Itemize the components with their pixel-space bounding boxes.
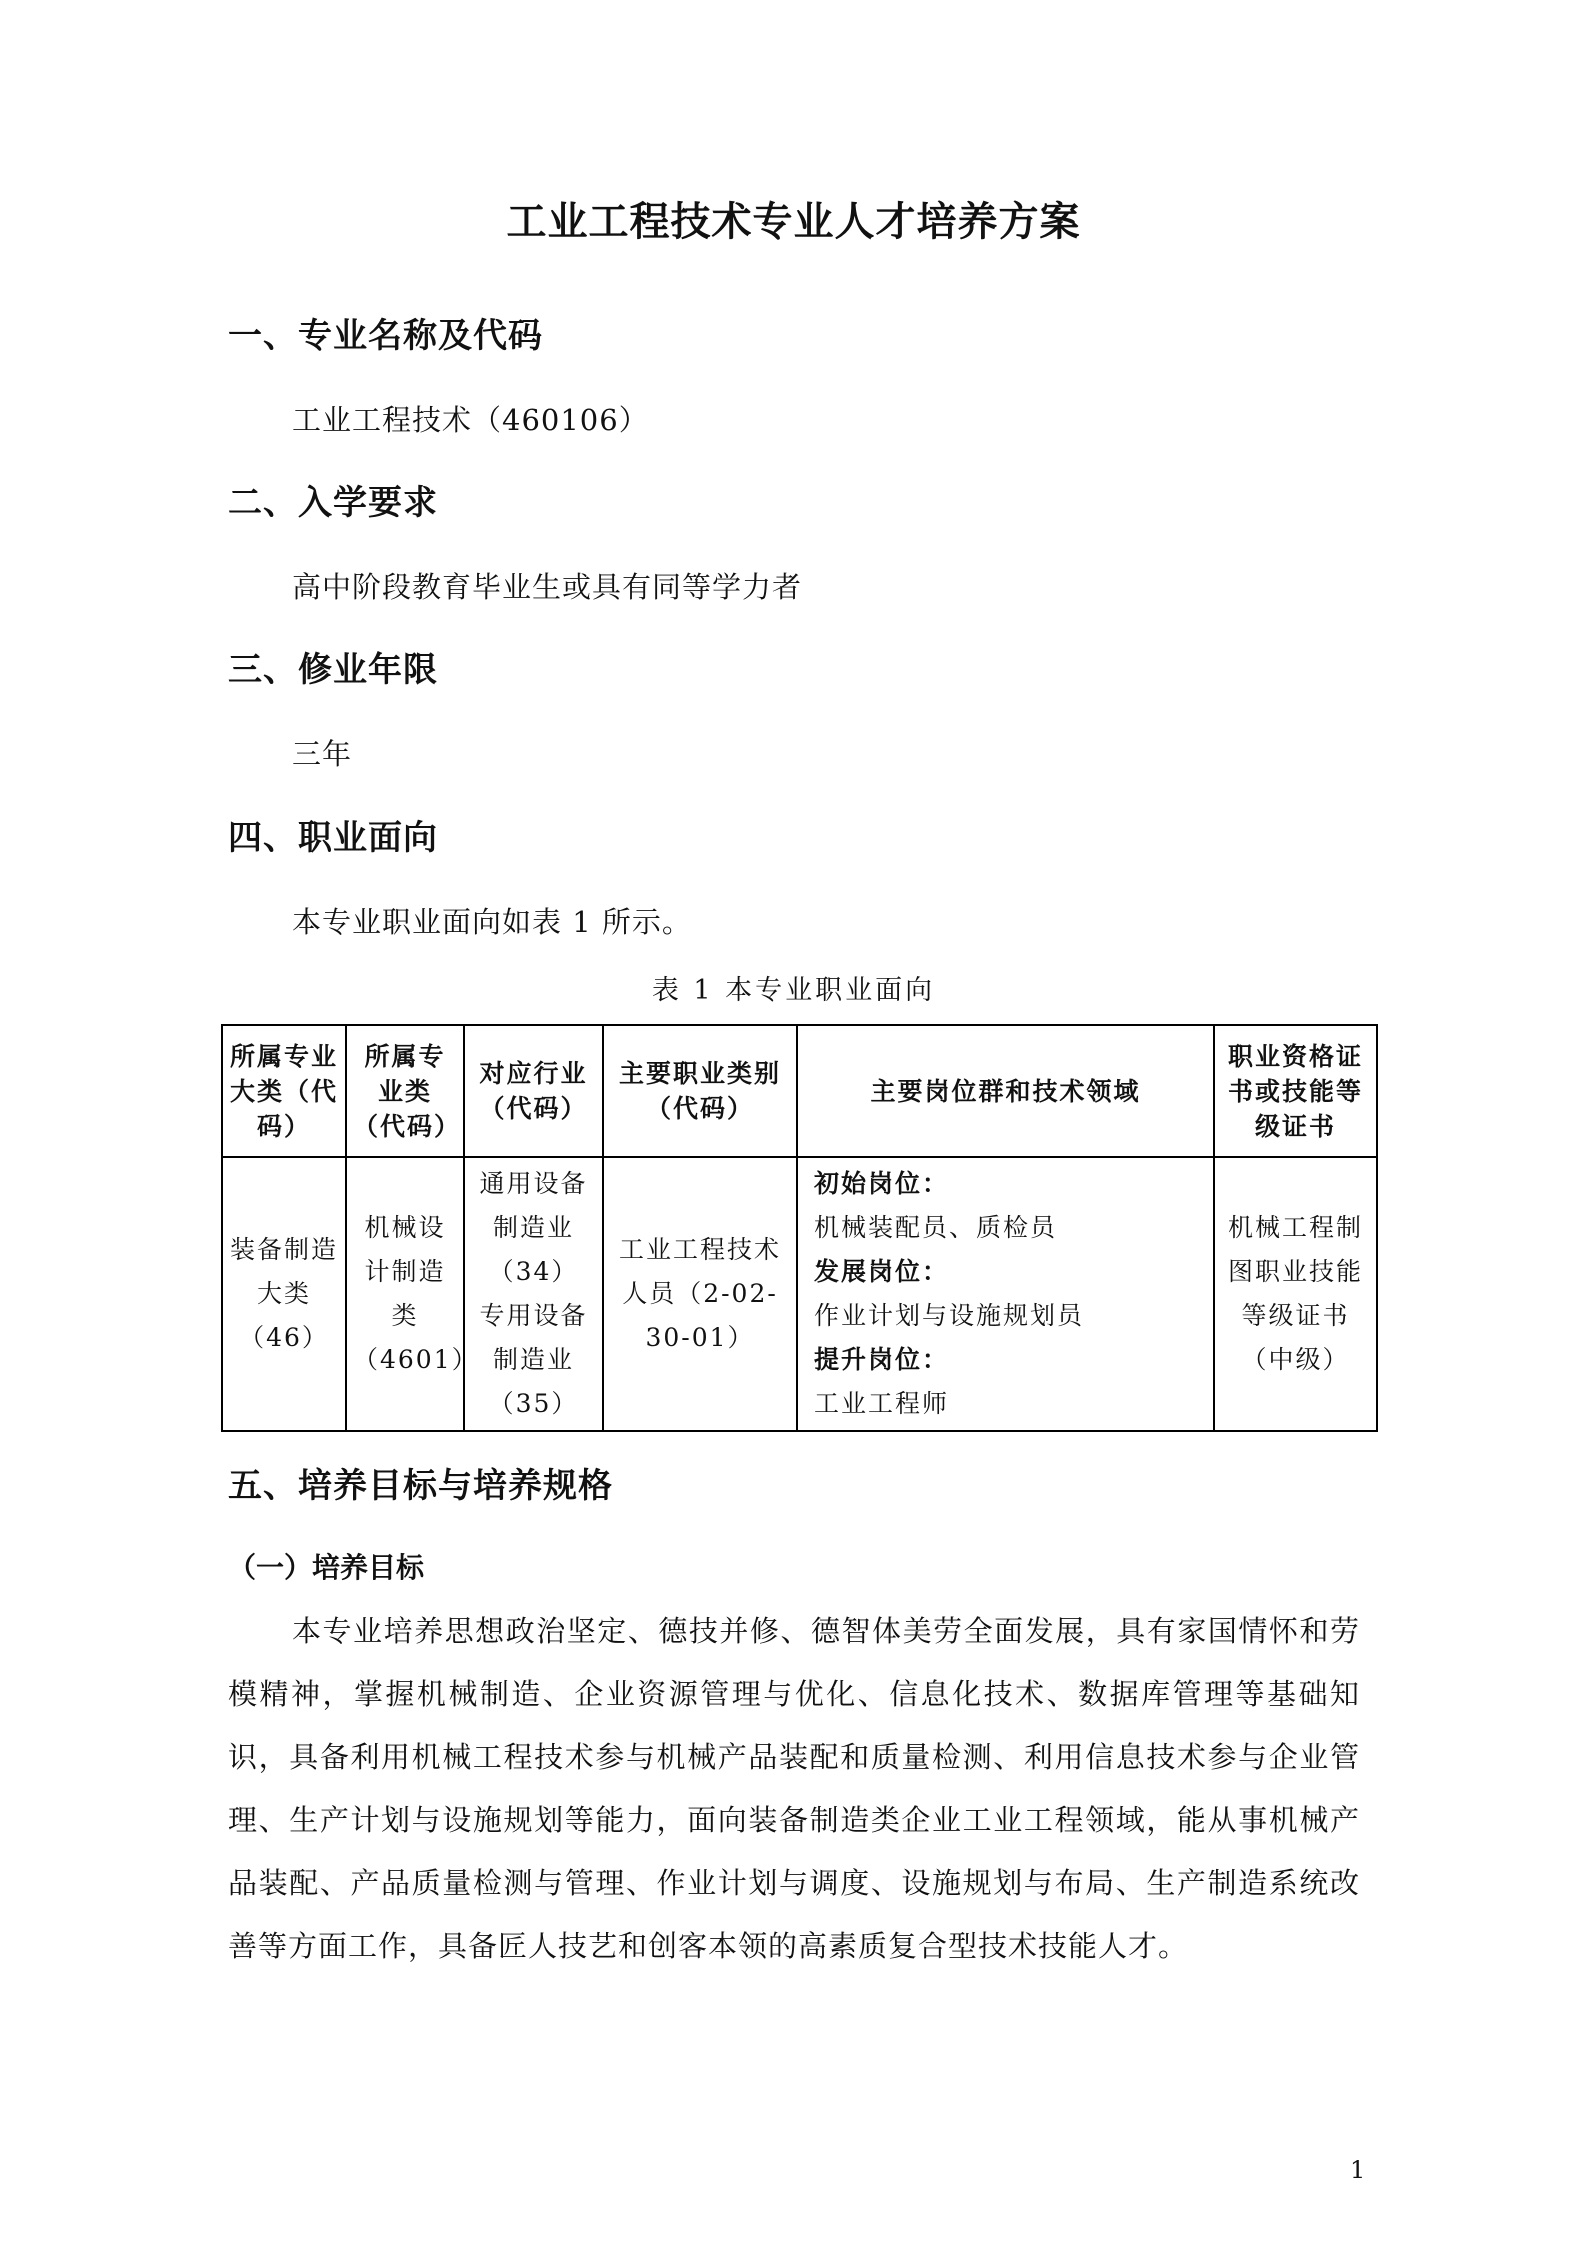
section-heading-4: 四、职业面向 — [228, 818, 438, 858]
section-body-1: 工业工程技术（460106） — [292, 403, 649, 437]
cell-certificate: 机械工程制图职业技能等级证书（中级） — [1214, 1157, 1377, 1431]
table-row — [222, 1157, 1377, 1431]
section-heading-1: 一、专业名称及代码 — [228, 316, 543, 356]
occupation-table — [221, 1024, 1378, 1432]
page-number: 1 — [1350, 2156, 1366, 2184]
industry-item: 专用设备制造业（35） — [479, 1301, 588, 1418]
cell-occupation: 工业工程技术人员（2-02-30-01） — [603, 1157, 797, 1431]
header-positions: 主要岗位群和技术领域 — [797, 1025, 1214, 1157]
cell-industry — [464, 1157, 603, 1431]
section-body-3: 三年 — [292, 737, 353, 771]
page-title: 工业工程技术专业人才培养方案 — [506, 199, 1081, 245]
training-goal-paragraph: 本专业培养思想政治坚定、德技并修、德智体美劳全面发展，具有家国情怀和劳模精神，掌握机械制造、企业资源管理与优化、信息化技术、数据库管理等基础知识，具备利用机械工程技术参与机械产品装配和质量检测、利用信息技术参与企业管理、生产计划与设施规划等能力，面向装备制造类企业工业工程领域，能从事机械产品装配、产品质量检测与管理、作业计划与调度、设施规划与布局、生产制造系统改善等方面工作，具备匠人技艺和创客本领的高素质复合型技术技能人才。 — [228, 1614, 1360, 1963]
cell-major-category: 装备制造大类（46） — [222, 1157, 346, 1431]
position-label-promotion: 提升岗位： — [814, 1345, 950, 1374]
industry-item: 通用设备制造业（34） — [479, 1169, 588, 1286]
section-body-2: 高中阶段教育毕业生或具有同等学力者 — [292, 570, 803, 604]
section-heading-3: 三、修业年限 — [228, 650, 438, 690]
section-heading-5: 五、培养目标与培养规格 — [228, 1466, 613, 1506]
header-industry: 对应行业（代码） — [464, 1025, 603, 1157]
table-header-row — [222, 1025, 1377, 1157]
cell-major-class: 机械设计制造类（4601） — [346, 1157, 464, 1431]
header-occupation: 主要职业类别（代码） — [603, 1025, 797, 1157]
header-certificate: 职业资格证书或技能等级证书 — [1214, 1025, 1377, 1157]
table-caption: 表 1 本专业职业面向 — [651, 975, 936, 1006]
position-value-development: 作业计划与设施规划员 — [814, 1301, 1085, 1330]
section-heading-2: 二、入学要求 — [228, 483, 438, 523]
header-major-class: 所属专业类（代码） — [346, 1025, 464, 1157]
position-value-promotion: 工业工程师 — [814, 1389, 950, 1418]
position-label-development: 发展岗位： — [814, 1257, 950, 1286]
section-body-4: 本专业职业面向如表 1 所示。 — [292, 905, 692, 939]
subsection-heading: （一）培养目标 — [228, 1551, 425, 1584]
header-major-category: 所属专业大类（代码） — [222, 1025, 346, 1157]
position-value-initial: 机械装配员、质检员 — [814, 1213, 1058, 1242]
cell-positions — [797, 1157, 1214, 1431]
position-label-initial: 初始岗位： — [814, 1169, 950, 1198]
